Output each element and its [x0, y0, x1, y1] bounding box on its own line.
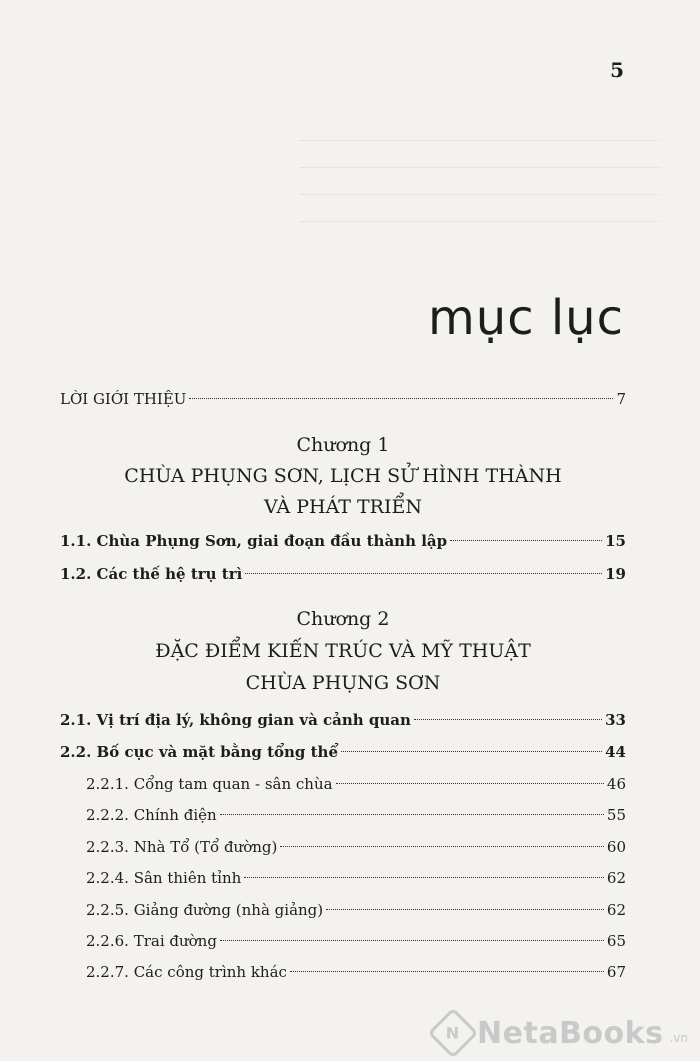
dot-leader: [280, 846, 604, 847]
dot-leader: [245, 573, 602, 574]
dot-leader: [189, 398, 613, 399]
toc-entry-label: 2.2.3. Nhà Tổ (Tổ đường): [86, 838, 278, 856]
chapter-1-title-line-2: VÀ PHÁT TRIỂN: [264, 496, 422, 518]
toc-entry-page: 60: [606, 838, 626, 856]
dot-leader: [336, 783, 604, 784]
dot-leader: [341, 751, 602, 752]
toc-entry-label: 1.1. Chùa Phụng Sơn, giai đoạn đầu thành lập: [60, 532, 448, 550]
dot-leader: [244, 877, 604, 878]
toc-entry-label: LỜI GIỚI THIỆU: [60, 390, 187, 408]
toc-entry-page: 62: [606, 901, 626, 919]
toc-entry-2-2-2[interactable]: [86, 804, 626, 826]
toc-entry-2-2-1[interactable]: [86, 773, 626, 795]
toc-entry-2-2-6[interactable]: [86, 930, 626, 952]
toc-entry-label: 1.2. Các thế hệ trụ trì: [60, 565, 243, 583]
toc-entry-1-2[interactable]: [60, 563, 626, 585]
dot-leader: [326, 909, 604, 910]
chapter-2-title-line-2: CHÙA PHỤNG SƠN: [245, 672, 441, 694]
chapter-1-title-line-1: CHÙA PHỤNG SƠN, LỊCH SỬ HÌNH THÀNH: [124, 465, 562, 487]
toc-entry-label: 2.1. Vị trí địa lý, không gian và cảnh quan: [60, 711, 411, 729]
toc-entry-label: 2.2.6. Trai đường: [86, 932, 217, 950]
dot-leader: [414, 719, 602, 720]
bleed-through-texture: [300, 120, 660, 228]
dot-leader: [450, 540, 602, 541]
toc-entry-page: 44: [605, 743, 626, 761]
netabooks-logo-icon: N: [428, 1008, 479, 1059]
toc-entry-label: 2.2.4. Sân thiên tỉnh: [86, 869, 242, 887]
toc-entry-label: 2.2.2. Chính điện: [86, 806, 217, 824]
toc-entry-page: 7: [616, 390, 626, 408]
dot-leader: [290, 971, 604, 972]
toc-entry-label: 2.2.7. Các công trình khác: [86, 963, 287, 981]
toc-entry-page: 55: [606, 806, 626, 824]
watermark-text: NetaBooks: [477, 1015, 664, 1051]
toc-entry-1-1[interactable]: [60, 530, 626, 552]
toc-entry-label: 2.2. Bố cục và mặt bằng tổng thể: [60, 743, 338, 761]
toc-entry-page: 33: [605, 711, 626, 729]
page-title: mục lục: [428, 290, 624, 346]
toc-entry-label: 2.2.1. Cổng tam quan - sân chùa: [86, 775, 333, 793]
toc-entry-page: 67: [606, 963, 626, 981]
dot-leader: [220, 814, 604, 815]
page-number: 5: [610, 58, 624, 82]
dot-leader: [220, 940, 604, 941]
toc-entry-intro[interactable]: [60, 388, 626, 410]
toc-entry-2-2-4[interactable]: [86, 867, 626, 889]
toc-entry-page: 46: [606, 775, 626, 793]
chapter-2-number: Chương 2: [296, 608, 390, 630]
toc-entry-2-2-3[interactable]: [86, 836, 626, 858]
toc-entry-label: 2.2.5. Giảng đường (nhà giảng): [86, 901, 324, 919]
toc-entry-page: 15: [605, 532, 626, 550]
toc-entry-2-2[interactable]: [60, 741, 626, 763]
watermark: [435, 1015, 688, 1051]
chapter-2-title-line-1: ĐẶC ĐIỂM KIẾN TRÚC VÀ MỸ THUẬT: [155, 640, 531, 662]
toc-entry-2-2-5[interactable]: [86, 899, 626, 921]
toc-entry-2-1[interactable]: [60, 709, 626, 731]
toc-entry-page: 62: [606, 869, 626, 887]
toc-entry-page: 19: [605, 565, 626, 583]
watermark-suffix: .vn: [669, 1031, 688, 1045]
toc-entry-page: 65: [606, 932, 626, 950]
toc-entry-2-2-7[interactable]: [86, 961, 626, 983]
chapter-1-number: Chương 1: [296, 434, 390, 456]
